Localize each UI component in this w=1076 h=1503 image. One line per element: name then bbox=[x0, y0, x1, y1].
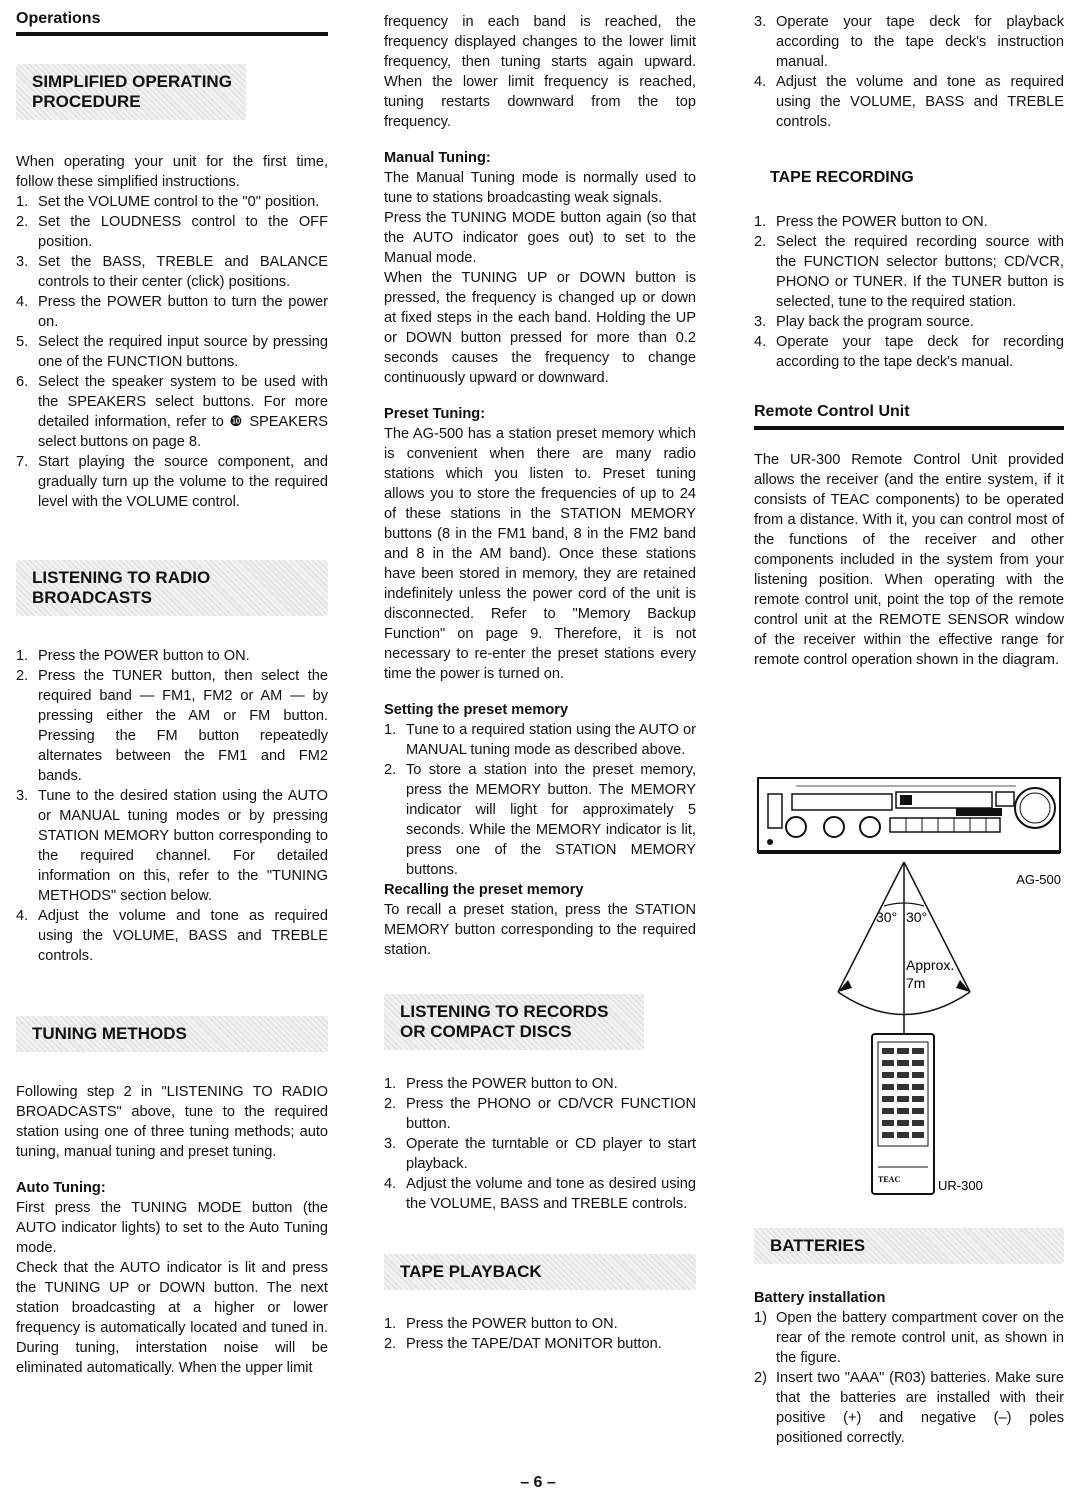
tape-recording-steps bbox=[754, 212, 1064, 372]
tape-playback-steps bbox=[384, 1314, 696, 1354]
simplified-intro: When operating your unit for the first time, follow these simplified instructions. bbox=[16, 154, 328, 190]
setting-preset-steps bbox=[384, 720, 696, 880]
batteries-section bbox=[754, 1228, 1064, 1448]
section-heading-batteries: BATTERIES bbox=[754, 1228, 1064, 1264]
range-label-approx: Approx. bbox=[906, 957, 955, 973]
battery-steps bbox=[754, 1308, 1064, 1448]
list-item: 2. To store a station into the preset memory, press the MEMORY button. The MEMORY indicator will light for approximately 5 seconds. While the MEMORY indicator is lit, press one of the STATION MEMORY buttons. bbox=[384, 762, 696, 878]
angle-left-label: 30° bbox=[876, 909, 898, 925]
list-item: 1) Open the battery compartment cover on the rear of the remote control unit, as shown in the figure. bbox=[754, 1310, 1064, 1366]
list-item: 4. Adjust the volume and tone as required using the VOLUME, BASS and TREBLE controls. bbox=[16, 908, 328, 964]
manual-tuning-text-2: Press the TUNING MODE button again (so that the AUTO indicator goes out) to set to the Manual mode. bbox=[384, 210, 696, 266]
list-item: 3. Play back the program source. bbox=[754, 314, 974, 330]
preset-tuning-heading: Preset Tuning: bbox=[384, 406, 486, 422]
receiver-illustration bbox=[758, 778, 1060, 854]
page-title: Operations bbox=[16, 0, 328, 36]
list-item: 2. Press the PHONO or CD/VCR FUNCTION button. bbox=[384, 1096, 696, 1132]
list-item: 4. Adjust the volume and tone as desired using the VOLUME, BASS and TREBLE controls. bbox=[384, 1176, 696, 1212]
angle-right-label: 30° bbox=[906, 909, 928, 925]
auto-tuning-continued: frequency in each band is reached, the frequency displayed changes to the lower limit frequency, then tuning starts again upward. When the lower limit frequency is reached, tuning restarts downward from the top frequency. bbox=[384, 14, 696, 130]
list-item: 1. Press the POWER button to ON. bbox=[16, 648, 250, 664]
range-label-distance: 7m bbox=[906, 975, 926, 991]
auto-tuning-heading: Auto Tuning: bbox=[16, 1180, 106, 1196]
tape-playback-steps-continued bbox=[754, 12, 1064, 132]
receiver-label: AG-500 bbox=[1016, 872, 1061, 887]
manual-tuning-heading: Manual Tuning: bbox=[384, 150, 491, 166]
range-line-left bbox=[838, 862, 904, 992]
list-item: 1. Press the POWER button to ON. bbox=[384, 1076, 618, 1092]
remote-brand: TEAC bbox=[878, 1175, 901, 1184]
list-item: 3. Operate the turntable or CD player to start playback. bbox=[384, 1136, 696, 1172]
recall-preset-text: To recall a preset station, press the STATION MEMORY button corresponding to the required station. bbox=[384, 902, 696, 958]
section-heading-remote: Remote Control Unit bbox=[754, 402, 1064, 430]
list-item: 2. Press the TAPE/DAT MONITOR button. bbox=[384, 1336, 662, 1352]
radio-steps bbox=[16, 646, 328, 966]
list-item: 3. Tune to the desired station using the AUTO or MANUAL tuning modes or by pressing STATION MEMORY button corresponding to the required channel. For detailed information on this, refer to the "TUNING METHODS" section below. bbox=[16, 788, 328, 904]
list-item: 6. Select the speaker system to be used with the SPEAKERS select buttons. For more detailed information, refer to ❿ SPEAKERS select buttons on page 8. bbox=[16, 374, 328, 450]
simplified-steps bbox=[16, 192, 328, 512]
setting-preset-heading: Setting the preset memory bbox=[384, 702, 569, 718]
remote-range-figure bbox=[756, 772, 1066, 1204]
remote-range-diagram bbox=[756, 772, 1066, 1204]
list-item: 1. Press the POWER button to ON. bbox=[754, 214, 988, 230]
section-heading-records: LISTENING TO RECORDS OR COMPACT DISCS bbox=[384, 994, 644, 1050]
manual-tuning-text-1: The Manual Tuning mode is normally used to tune to stations broadcasting weak signals. bbox=[384, 170, 696, 206]
section-heading-simplified: SIMPLIFIED OPERATING PROCEDURE bbox=[16, 64, 246, 120]
arrow-left bbox=[838, 980, 852, 992]
auto-tuning-text-1: First press the TUNING MODE button (the AUTO indicator lights) to set to the Auto Tuning mode. bbox=[16, 1200, 328, 1256]
list-item: 3. Operate your tape deck for playback according to the tape deck's instruction manual. bbox=[754, 14, 1064, 70]
page-number: – 6 – bbox=[520, 1474, 556, 1491]
list-item: 1. Set the VOLUME control to the "0" position. bbox=[16, 194, 320, 210]
remote-label: UR-300 bbox=[938, 1178, 983, 1193]
list-item: 7. Start playing the source component, and gradually turn up the volume to the required level with the VOLUME control. bbox=[16, 454, 328, 510]
list-item: 3. Set the BASS, TREBLE and BALANCE controls to their center (click) positions. bbox=[16, 254, 328, 290]
battery-installation-heading: Battery installation bbox=[754, 1290, 886, 1306]
recall-preset-heading: Recalling the preset memory bbox=[384, 882, 584, 898]
section-heading-radio: LISTENING TO RADIO BROADCASTS bbox=[16, 560, 328, 616]
list-item: 4. Adjust the volume and tone as required using the VOLUME, BASS and TREBLE controls. bbox=[754, 74, 1064, 130]
list-item: 2. Set the LOUDNESS control to the OFF position. bbox=[16, 214, 328, 250]
column-2 bbox=[384, 12, 696, 1354]
list-item: 1. Tune to a required station using the AUTO or MANUAL tuning mode as described above. bbox=[384, 722, 696, 758]
section-heading-tuning: TUNING METHODS bbox=[16, 1016, 328, 1052]
column-1 bbox=[16, 0, 328, 1378]
arrow-right bbox=[956, 980, 970, 992]
list-item: 4. Press the POWER button to turn the power on. bbox=[16, 294, 328, 330]
preset-tuning-text: The AG-500 has a station preset memory which is convenient when there are many radio stations which you listen to. Preset tuning allows you to store the frequencies of up to 24 of these stations in the STATION MEMORY buttons (8 in the FM1 band, 8 in the FM2 band and 8 in the AM band). Once these stations have been stored in memory, they are retained indefinitely unless the power cord of the unit is disconnected. Refer to "Memory Backup Function" on page 9. Therefore, it is not necessary to re-enter the preset stations every time the power is turned on. bbox=[384, 426, 696, 682]
list-item: 2. Press the TUNER button, then select the required band — FM1, FM2 or AM — by pressing either the AM or FM button. Pressing the FM button repeatedly alternates between the FM1 and FM2 bands. bbox=[16, 668, 328, 784]
section-heading-tape-recording: TAPE RECORDING bbox=[770, 169, 914, 186]
remote-control-illustration bbox=[872, 1034, 934, 1194]
column-3 bbox=[754, 12, 1064, 670]
list-item: 5. Select the required input source by pressing one of the FUNCTION buttons. bbox=[16, 334, 328, 370]
list-item: 1. Press the POWER button to ON. bbox=[384, 1316, 618, 1332]
list-item: 2. Select the required recording source with the FUNCTION selector buttons; CD/VCR, PHONO or TUNER. If the TUNER button is selected, tune to the required station. bbox=[754, 234, 1064, 310]
tuning-intro: Following step 2 in "LISTENING TO RADIO BROADCASTS" above, tune to the required station using one of three tuning methods; auto tuning, manual tuning and preset tuning. bbox=[16, 1084, 328, 1160]
records-steps bbox=[384, 1074, 696, 1214]
manual-tuning-text-3: When the TUNING UP or DOWN button is pressed, the frequency is changed up or down at fixed steps in the each band. Holding the UP or DOWN button pressed for more than 0.2 seconds causes the frequency to change continuously upward or downward. bbox=[384, 270, 696, 386]
auto-tuning-text-2: Check that the AUTO indicator is lit and press the TUNING UP or DOWN button. The next station broadcasting at a higher or lower frequency is automatically located and tuned in. During tuning, interstation noise will be eliminated automatically. When the upper limit bbox=[16, 1260, 328, 1376]
section-heading-tape-playback: TAPE PLAYBACK bbox=[384, 1254, 696, 1290]
remote-text: The UR-300 Remote Control Unit provided allows the receiver (and the entire system, if it consists of TEAC components) to be operated from a distance. With it, you can control most of the functions of the receiver and other components included in the system from your listening position. When operating with the remote control unit, point the top of the remote control unit at the REMOTE SENSOR window of the receiver within the effective range for remote control operation shown in the diagram. bbox=[754, 452, 1064, 668]
list-item: 2) Insert two "AAA" (R03) batteries. Make sure that the batteries are installed with their positive (+) and negative (–) poles positioned correctly. bbox=[754, 1370, 1064, 1446]
list-item: 4. Operate your tape deck for recording according to the tape deck's manual. bbox=[754, 334, 1064, 370]
